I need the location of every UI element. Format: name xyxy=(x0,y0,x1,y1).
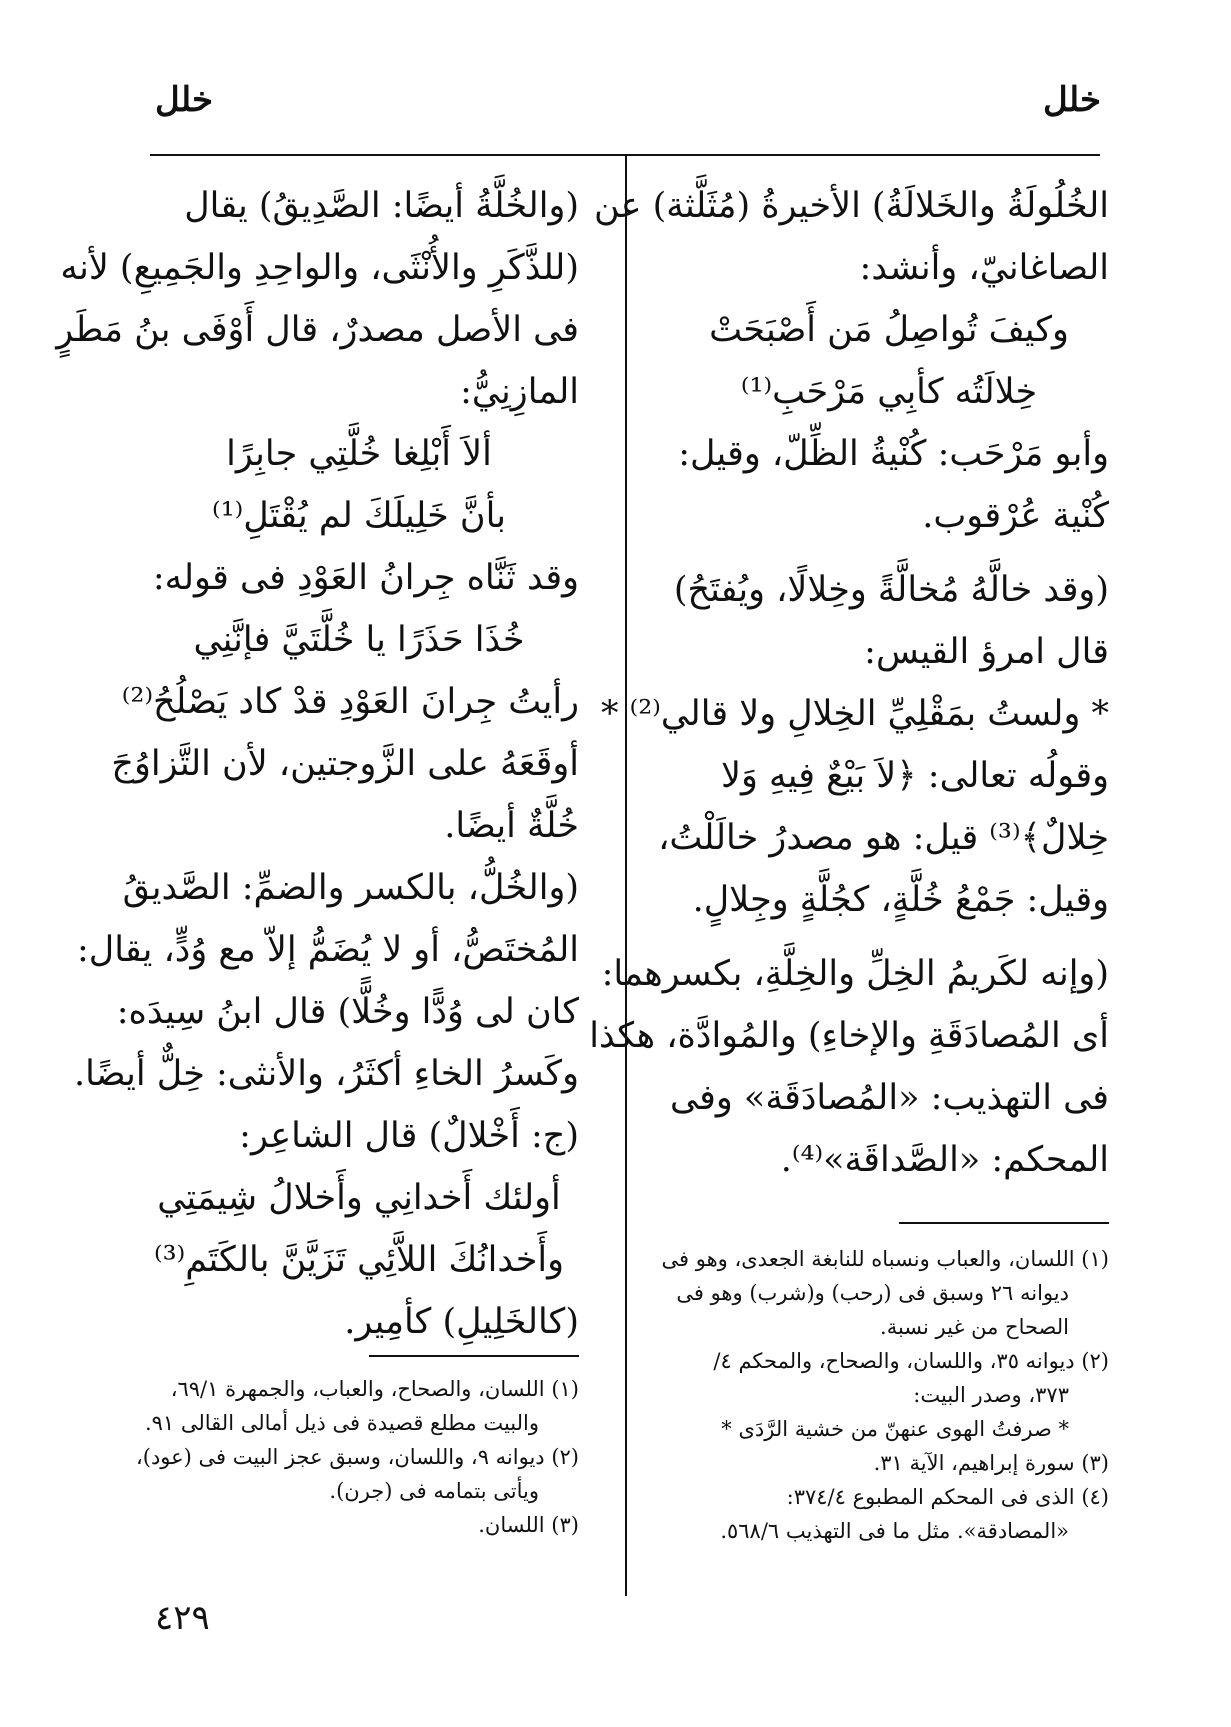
verse-line: وأَخدانُكَ اللاَّئِي تَزَيَّنَّ بالكَتَمِ⁽³⁾ xyxy=(153,1240,565,1280)
text-line: وقولُه تعالى: ﴿لاَ بَيْعٌ فِيهِ وَلا xyxy=(720,756,1109,796)
text-line: خِلالٌ﴾⁽³⁾ قيل: هو مصدرُ خالَلْتُ، xyxy=(658,818,1109,858)
right-footnotes xyxy=(661,1242,1109,1548)
footnote-line: (٣) اللسان. xyxy=(478,1513,579,1537)
text-line: أوقَعَهُ على الزَّوجتين، لأن التَّزاوُجَ xyxy=(111,744,579,784)
verse-line: خِلالَتُه كأبِي مَرْحَبِ⁽¹⁾ xyxy=(740,372,1038,412)
footnote-line: (١) اللسان، والصحاح، والعباب، والجمهرة ٦٩/١، xyxy=(170,1377,579,1401)
text-line: المازِنِيُّ: xyxy=(460,372,579,412)
footnote-line: ويأتى بتمامه فى (جرن). xyxy=(329,1479,539,1503)
verse-line: رأيتُ جِرانَ العَوْدِ قدْ كاد يَصْلُحُ⁽²⁾ xyxy=(121,682,579,722)
footnote-line: * صرفتُ الهوى عنهنّ من خشية الرَّدَى * xyxy=(721,1417,1069,1441)
left-footnotes xyxy=(135,1372,579,1542)
text-line: الصاغانيّ، وأنشد: xyxy=(859,248,1109,288)
text-line: (للذَّكَرِ والأُنْثَى، والواحِدِ والجَمِيعِ) لأنه xyxy=(60,248,579,288)
verse-line: * ولستُ بمَقْلِيِّ الخِلالِ ولا قالي⁽²⁾ * xyxy=(601,694,1109,734)
left-column xyxy=(56,175,579,1353)
text-line: (كالخَلِيلِ) كأمِير. xyxy=(344,1302,579,1342)
text-line: كان لى وُدًّا وخُلًّا) قال ابنُ سِيدَه: xyxy=(116,992,579,1032)
footnote-line: (٢) ديوانه ٩، واللسان، وسبق عجز البيت فى (عود)، xyxy=(135,1445,579,1469)
text-line: وكَسرُ الخاءِ أكثَرُ، والأنثى: خِلٌّ أيضًا. xyxy=(74,1054,579,1094)
text-line: قال امرؤ القيس: xyxy=(864,632,1109,672)
text-line: (وإنه لكَريمُ الخِلِّ والخِلَّةِ، بكسرهما: xyxy=(601,954,1109,994)
page-number: ٤٢٩ xyxy=(155,1598,210,1638)
text-line: (ج: أَخْلالٌ) قال الشاعِر: xyxy=(239,1116,579,1156)
text-line: وقد ثَنَّاه جِرانُ العَوْدِ فى قوله: xyxy=(152,558,579,598)
footnote-rule-right xyxy=(899,1222,1109,1224)
text-line: (وقد خالَّهُ مُخالَّةً وخِلالًا، ويُفتَحُ) xyxy=(673,570,1109,610)
text-line: كُنْية عُرْقوب. xyxy=(922,496,1109,536)
column-divider xyxy=(625,156,627,1596)
footnote-line: ديوانه ٢٦ وسبق فى (رحب) و(شرب) وهو فى xyxy=(676,1281,1069,1305)
text-line: خُلَّةٌ أيضًا. xyxy=(444,806,579,846)
footnote-line: (٤) الذى فى المحكم المطبوع ٣٧٤/٤: xyxy=(786,1485,1109,1509)
footnote-line: (٣) سورة إبراهيم، الآية ٣١. xyxy=(873,1451,1109,1475)
text-line: أى المُصادَقَةِ والإخاءِ) والمُوادَّة، هكذا xyxy=(589,1016,1109,1056)
verse-line: بأنَّ خَلِيلَكَ لم يُقْتَلِ⁽¹⁾ xyxy=(211,496,507,536)
text-line: وأبو مَرْحَب: كُنْيةُ الظِّلّ، وقيل: xyxy=(678,434,1109,474)
footnote-line: ٣٧٣، وصدر البيت: xyxy=(913,1383,1069,1407)
text-line: المحكم: «الصَّداقَة»⁽⁴⁾. xyxy=(780,1140,1109,1180)
footnote-line: «المصادقة». مثل ما فى التهذيب ٥٦٨/٦. xyxy=(720,1519,1069,1543)
header-entry-word-right: خلل xyxy=(1042,80,1101,120)
verse-line: أولئك أَخدانِي وأَخلالُ شِيمَتِي xyxy=(157,1178,561,1218)
text-line: (والخُلُّ، بالكسر والضمِّ: الصَّديقُ xyxy=(122,868,579,908)
text-line: وقيل: جَمْعُ خُلَّةٍ، كجُلَّةٍ وجِلالٍ. xyxy=(692,880,1109,920)
footnote-line: والبيت مطلع قصيدة فى ذيل أمالى القالى ٩١. xyxy=(144,1411,539,1435)
text-line: (والخُلَّةُ أيضًا: الصَّدِيقُ) يقال xyxy=(184,186,579,226)
footnote-rule-left xyxy=(369,1355,579,1357)
verse-line: ألاَ أَبْلِغا خُلَّتِي جابِرًا xyxy=(226,434,492,474)
header-entry-word-left: خلل xyxy=(155,80,214,120)
verse-line: خُذَا حَذَرًا يا خُلَّتَيَّ فإنَّنِي xyxy=(193,620,525,660)
text-line: فى الأصل مصدرٌ، قال أَوْفَى بنُ مَطَرٍ xyxy=(56,310,579,350)
text-line: المُختَصُّ، أو لا يُضَمُّ إلاّ مع وُدٍّ، يقال: xyxy=(77,930,579,970)
footnote-line: (٢) ديوانه ٣٥، واللسان، والصحاح، والمحكم ٤/ xyxy=(713,1349,1109,1373)
footnote-line: (١) اللسان، والعباب ونسباه للنابغة الجعدى، وهو فى xyxy=(661,1247,1109,1271)
right-column xyxy=(589,175,1109,1191)
verse-line: وكيفَ تُواصِلُ مَن أَصْبَحَتْ xyxy=(709,310,1069,350)
footnote-line: الصحاح من غير نسبة. xyxy=(880,1315,1069,1339)
text-line: الخُلُولَةُ والخَلالَةُ) الأخيرةُ (مُثَلَّثة) عن xyxy=(593,186,1109,226)
text-line: فى التهذيب: «المُصادَقَة» وفى xyxy=(670,1078,1109,1118)
